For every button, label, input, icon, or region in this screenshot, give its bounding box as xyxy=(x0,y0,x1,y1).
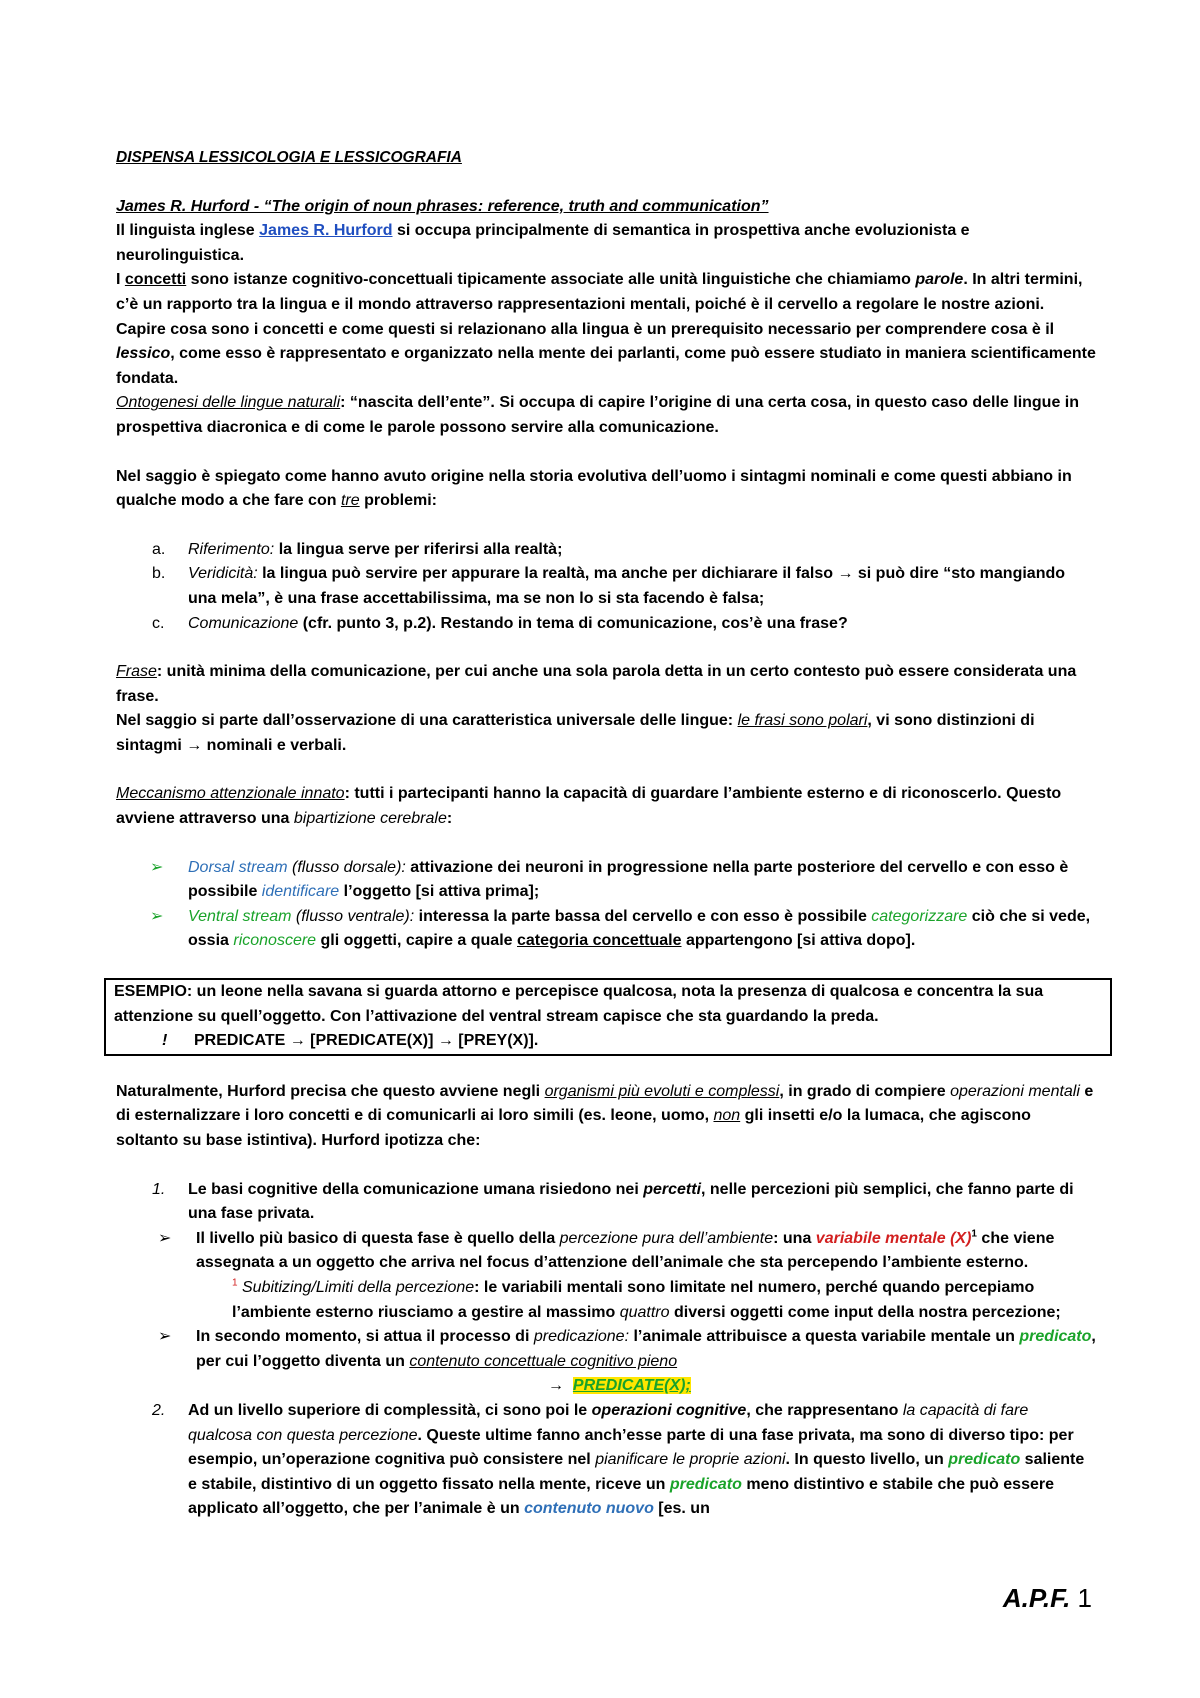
document-body xyxy=(116,146,1096,1522)
author-initials: A.P.F. xyxy=(1002,1583,1071,1613)
page-number: 1 xyxy=(1077,1583,1092,1613)
footnote-subitizing: $^1$ Subitizing/Limiti della percezione: le variabili mentali sono limitate nel numero, perché quando percepiamo l’ambiente esterno riusciamo a gestire al massimo quattro diversi oggetti come input della nostra percezione; xyxy=(232,1277,1061,1321)
arrow-bullet-icon: ➢ xyxy=(150,858,164,876)
page-footer xyxy=(1002,1583,1092,1613)
ontogenesi-paragraph: Ontogenesi delle lingue naturali: “nascita dell’ente”. Si occupa di capire l’origine di una certa cosa, in questo caso delle lingue in prospettiva diacronica e di come le parole possono servire alla comunicazione. xyxy=(116,394,1080,436)
polari-paragraph: Nel saggio si parte dall’osservazione di una caratteristica universale delle lingue: le frasi sono polari, vi sono distinzioni di sintagmi → nominali e verbali. xyxy=(116,712,1035,754)
author-link[interactable]: James R. Hurford xyxy=(259,222,393,240)
example-formula: ! PREDICATE → [PREDICATE(X)] → [PREY(X)]. xyxy=(114,1029,1102,1054)
list-item: ➢ Ventral stream (flusso ventrale): interessa la parte bassa del cervello e con esso è possibile categorizzare ciò che si vede, ossia riconoscere gli oggetti, capire a quale categoria concettuale appartengono [si attiva dopo]. xyxy=(116,905,1096,954)
list-item: a. Riferimento: la lingua serve per riferirsi alla realtà; xyxy=(152,540,563,558)
problems-list xyxy=(116,538,1096,636)
arrow-bullet-icon: ➢ xyxy=(150,907,164,925)
frase-paragraph: Frase: unità minima della comunicazione, per cui anche una sola parola detta in un certo contesto può essere considerata una frase. xyxy=(116,663,1077,705)
list-item: ➢ In secondo momento, si attua il processo di predicazione: l’animale attribuisce a questa variabile mentale un predicato, per cui l’oggetto diventa un contenuto concettuale cognitivo pieno xyxy=(116,1325,1096,1374)
right-arrow-icon: → xyxy=(548,1377,564,1395)
arrow-bullet-icon: ➢ xyxy=(158,1328,172,1346)
meccanismo-paragraph: Meccanismo attenzionale innato: tutti i partecipanti hanno la capacità di guardare l’ambiente esterno e di riconoscerlo. Questo avviene attraverso una bipartizione cerebrale: xyxy=(116,785,1062,828)
arrow-bullet-icon: ➢ xyxy=(158,1229,172,1247)
section-heading: James R. Hurford - “The origin of noun phrases: reference, truth and communication” xyxy=(116,197,769,215)
predicate-x-line: → PREDICATE(X); xyxy=(548,1377,691,1395)
list-item: 2. Ad un livello superiore di complessità, ci sono poi le operazioni cognitive, che rappresentano la capacità di fare qualcosa con questa percezione. Queste ultime fanno anch’esse parte di una fase privata, ma sono di diverso tipo: per esempio, un’operazione cognitiva può consistere nel pianificare le proprie azioni. In questo livello, un predicato saliente e stabile, distintivo di un oggetto fissato nella mente, riceve un predicato meno distintivo e stabile che può essere applicato all’oggetto, che per l’animale è un contenuto nuovo [es. un xyxy=(152,1401,1085,1518)
list-item: b. Veridicità: la lingua può servire per appurare la realtà, ma anche per dichiarare il falso → si può dire “sto mangiando una mela”, è una frase accettabilissima, ma se non lo si sta facendo è falsa; xyxy=(152,565,1066,607)
natural-paragraph: Naturalmente, Hurford precisa che questo avviene negli organismi più evoluti e complessi, in grado di compiere operazioni mentali e di esternalizzare i loro concetti e di comunicarli ai loro simili (es. leone, uomo, non gli insetti e/o la lumaca, che agiscono soltanto su base istintiva). Hurford ipotizza che: xyxy=(116,1082,1094,1149)
list-item: ➢ Dorsal stream (flusso dorsale): attivazione dei neuroni in progressione nella parte posteriore del cervello e con esso è possibile identificare l’oggetto [si attiva prima]; xyxy=(116,856,1096,905)
document-title: DISPENSA LESSICOLOGIA E LESSICOGRAFIA xyxy=(116,149,462,166)
list-item: c. Comunicazione (cfr. punto 3, p.2). Restando in tema di comunicazione, cos’è una frase? xyxy=(152,614,848,632)
concetti-paragraph: I concetti sono istanze cognitivo-concettuali tipicamente associate alle unità linguistiche che chiamiamo parole. In altri termini, c’è un rapporto tra la lingua e il mondo attraverso rappresentazioni mentali, poiché è il cervello a regolare le nostre azioni. Capire cosa sono i concetti e come questi si relazionano alla lingua è un prerequisito necessario per comprendere cosa è il lessico, come esso è rappresentato e organizzato nella mente dei parlanti, come può essere studiato in maniera scientificamente fondata. xyxy=(116,271,1096,387)
example-text: ESEMPIO: un leone nella savana si guarda attorno e percepisce qualcosa, nota la presenza di qualcosa e concentra la sua attenzione su quell’oggetto. Con l’attivazione del ventral stream capisce che sta guardando la preda. xyxy=(114,983,1044,1025)
saggio-paragraph: Nel saggio è spiegato come hanno avuto origine nella storia evolutiva dell’uomo i sintagmi nominali e come questi abbiano in qualche modo a che fare con tre problemi: xyxy=(116,467,1072,510)
streams-list xyxy=(116,856,1096,954)
example-box xyxy=(104,978,1112,1056)
exclamation-icon: ! xyxy=(162,1032,168,1050)
intro-paragraph: Il linguista inglese James R. Hurford si occupa principalmente di semantica in prospettiva anche evoluzionista e neurolinguistica. xyxy=(116,222,970,264)
list-item: 1. Le basi cognitive della comunicazione umana risiedono nei percetti, nelle percezioni più semplici, che fanno parte di una fase privata. xyxy=(152,1180,1074,1223)
list-item: ➢ Il livello più basico di questa fase è quello della percezione pura dell’ambiente: una variabile mentale $(X)^1$ che viene assegnata a un oggetto che arriva nel focus d’attenzione dell’animale che sta percependo l’ambiente esterno. xyxy=(116,1227,1096,1276)
